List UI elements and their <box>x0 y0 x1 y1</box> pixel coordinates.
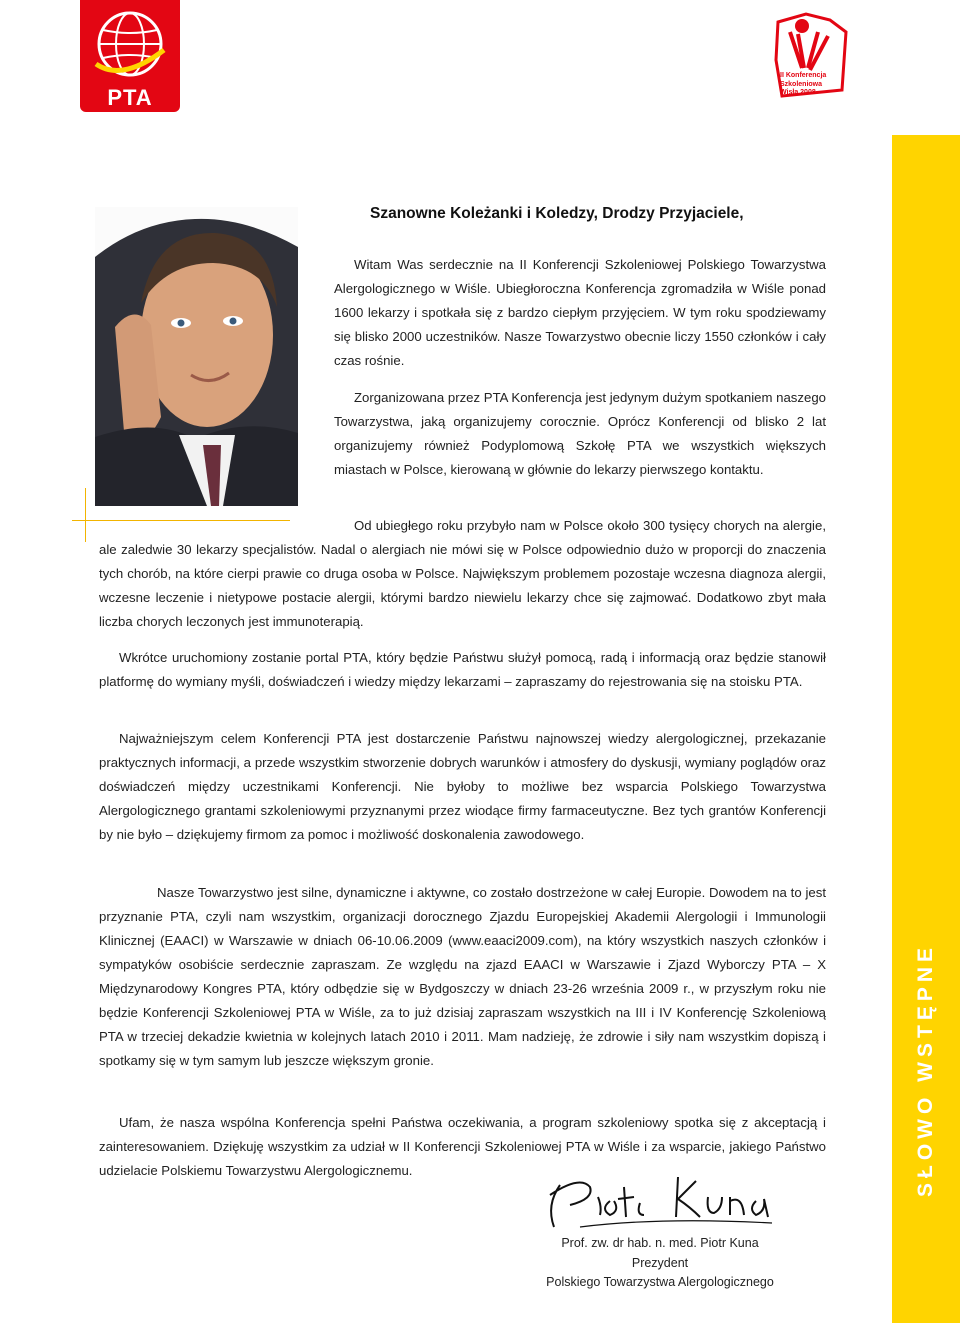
decorative-rule <box>85 488 86 542</box>
letter-greeting: Szanowne Koleżanki i Koledzy, Drodzy Przyjaciele, <box>370 205 744 222</box>
author-photo <box>95 207 298 506</box>
conference-logo-line: II Konferencja <box>780 72 827 79</box>
letter-paragraph: Witam Was serdecznie na II Konferencji Szkoleniowej Polskiego Towarzystwa Alergologicznego w Wiśle. Ubiegłoroczna Konferencja zgromadziła w Wiśle ponad 1600 lekarzy i spotkała się z bardzo ciepłym przyjęciem. W tym roku spodziewamy się blisko 2000 uczestników. Nasze Towarzystwo obecnie liczy 1550 członków i cały czas rośnie. <box>334 257 826 368</box>
conference-logo <box>772 10 852 105</box>
conference-logo-line: Szkoleniowa <box>780 80 823 88</box>
pta-logo <box>80 0 180 112</box>
letter-paragraph: Najważniejszym celem Konferencji PTA jest dostarczenie Państwu najnowszej wiedzy alergologicznej, przekazanie praktycznych informacji, a przede wszystkim stworzenie dobrych warunków i atmosfery do dyskusji, wymiany poglądów oraz doświadczeń między uczestnikami Konferencji. Nie byłoby to możliwe bez wsparcia Polskiego Towarzystwa Alergologicznego grantami szkoleniowymi przyznanymi przez wiodące firmy farmaceutyczne. Bez tych grantów Konferencji by nie było – dziękujemy firmom za pomoc i możliwość doskonalenia zawodowego. <box>99 731 826 842</box>
signatory-organization: Polskiego Towarzystwa Alergologicznego <box>546 1275 774 1289</box>
letter-paragraph: Nasze Towarzystwo jest silne, dynamiczne i aktywne, co zostało dostrzeżone w całej Europie. Dowodem na to jest przyznanie PTA, czyli nam wszystkim, organizacji dorocznego Zjazdu Europejskiej Akademii Alergologii i Immunologii Klinicznej (EAACI) w Warszawie w dniach 06-10.06.2009 (www.eaaci2009.com), na który wszystkich naszych członków i sympatyków osobiście serdecznie zapraszam. Ze względu na zjazd EAACI w Warszawie i Zjazd Wyborczy PTA – X Międzynarodowy Kongres PTA, który odbędzie się w Bydgoszczy w dniach 23-26 września 2009 r., w przyszłym roku nie będzie Konferencji Szkoleniowej PTA w Wiśle, za to już dzisiaj zapraszam wszystkich na III i IV Konferencję Szkoleniową PTA w trzeciej dekadzie kwietnia w kolejnych latach 2010 i 2011. Mam nadzieję, że zdrowie i siły nam wszystkim dopiszą i spotkamy się w tym samym lub jeszcze większym gronie. <box>99 885 826 1068</box>
globe-icon <box>92 6 168 84</box>
letter-paragraph: Wkrótce uruchomiony zostanie portal PTA, który będzie Państwu służył pomocą, radą i informacją oraz będzie stanowił platformę do wymiany myśli, doświadczeń i wiedzy między lekarzami – zapraszamy do rejestrowania się na stoisku PTA. <box>99 650 826 689</box>
handwritten-signature <box>540 1165 780 1237</box>
section-label: SŁOWO WSTĘPNE <box>914 943 937 1197</box>
letter-paragraph: Ufam, że nasza wspólna Konferencja spełni Państwa oczekiwania, a program szkoleniowy spotka się z akceptacją i zainteresowaniem. Dziękuję wszystkim za udział w II Konferencji Szkoleniowej PTA w Wiśle i za wsparcie, jakiego Państwo udzielacie Polskiemu Towarzystwu Alergologicznemu. <box>99 1115 826 1178</box>
signatory-name: Prof. zw. dr hab. n. med. Piotr Kuna <box>561 1236 759 1250</box>
signature-block <box>530 1234 790 1293</box>
conference-logo-line: Wisła 2008 <box>780 89 816 96</box>
letter-paragraph: Od ubiegłego roku przybyło nam w Polsce około 300 tysięcy chorych na alergie, ale zaledwie 30 lekarzy specjalistów. Nadal o alergiach nie mówi się w Polsce odpowiednio dużo w proporcji do znaczenia tych chorób, na które cierpi prawie co druga osoba w Polsce. Największym problemem pozostaje wczesna diagnoza alergii, wczesne leczenie i nietypowe postacie alergii, którymi bardzo niewielu lekarzy chce się zajmować. Dodatkowo zbyt mała liczba chorych leczonych jest immunoterapią. <box>99 518 826 629</box>
pta-logo-text: PTA <box>107 85 153 110</box>
letter-paragraph: Zorganizowana przez PTA Konferencja jest jedynym dużym spotkaniem naszego Towarzystwa, jaką organizujemy corocznie. Oprócz Konferencji od blisko 2 lat organizujemy również Podyplomową Szkołę PTA we wszystkich większych miastach w Polsce, kierowaną w głównie do lekarzy pierwszego kontaktu. <box>334 390 826 477</box>
signatory-role: Prezydent <box>631 1255 689 1270</box>
